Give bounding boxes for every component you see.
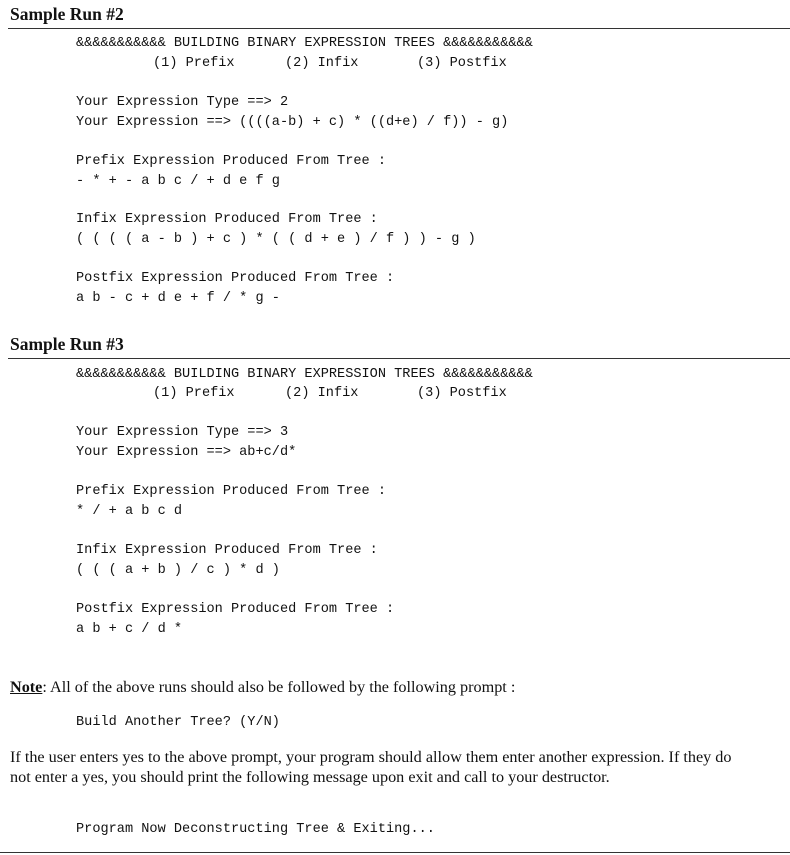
note-line [10,678,515,697]
expression-type-line: Your Expression Type ==> 3 [76,425,289,440]
heading-rule [8,28,790,29]
infix-label: Infix Expression Produced From Tree : [76,543,378,558]
sample-run-3-heading: Sample Run #3 [10,334,124,354]
postfix-label: Postfix Expression Produced From Tree : [76,602,395,617]
prefix-value: - * + - a b c / + d e f g [76,174,280,189]
prefix-value: * / + a b c d [76,504,183,519]
note-text: : All of the above runs should also be followed by the following prompt : [42,678,516,696]
infix-value: ( ( ( a + b ) / c ) * d ) [76,563,280,578]
expression-line: Your Expression ==> ab+c/d* [76,445,297,460]
postfix-label: Postfix Expression Produced From Tree : [76,271,395,286]
prefix-label: Prefix Expression Produced From Tree : [76,154,386,169]
banner: &&&&&&&&&&& BUILDING BINARY EXPRESSION TREES &&&&&&&&&&& [76,36,533,51]
option-prefix: (1) Prefix [153,386,235,401]
exit-message: Program Now Deconstructing Tree & Exiting... [76,822,435,837]
build-another-prompt: Build Another Tree? (Y/N) [76,715,280,730]
banner: &&&&&&&&&&& BUILDING BINARY EXPRESSION TREES &&&&&&&&&&& [76,367,533,382]
option-infix: (2) Infix [285,386,359,401]
postfix-value: a b + c / d * [76,622,183,637]
option-prefix: (1) Prefix [153,56,235,71]
option-postfix: (3) Postfix [417,386,507,401]
heading-rule [8,358,790,359]
note-label: Note [10,678,43,696]
instructions-paragraph: If the user enters yes to the above prompt, your program should allow them enter another expression. If they do not enter a yes, you should print the following message upon exit and call to your destructor. [10,748,732,786]
infix-label: Infix Expression Produced From Tree : [76,212,378,227]
prefix-label: Prefix Expression Produced From Tree : [76,484,386,499]
infix-value: ( ( ( ( a - b ) + c ) * ( ( d + e ) / f ) ) - g ) [76,232,476,247]
option-postfix: (3) Postfix [417,56,507,71]
expression-type-line: Your Expression Type ==> 2 [76,95,289,110]
option-infix: (2) Infix [285,56,359,71]
postfix-value: a b - c + d e + f / * g - [76,291,280,306]
bottom-rule [0,852,790,853]
expression-line: Your Expression ==> ((((a-b) + c) * ((d+e) / f)) - g) [76,115,509,130]
sample-run-2-heading: Sample Run #2 [10,4,124,24]
